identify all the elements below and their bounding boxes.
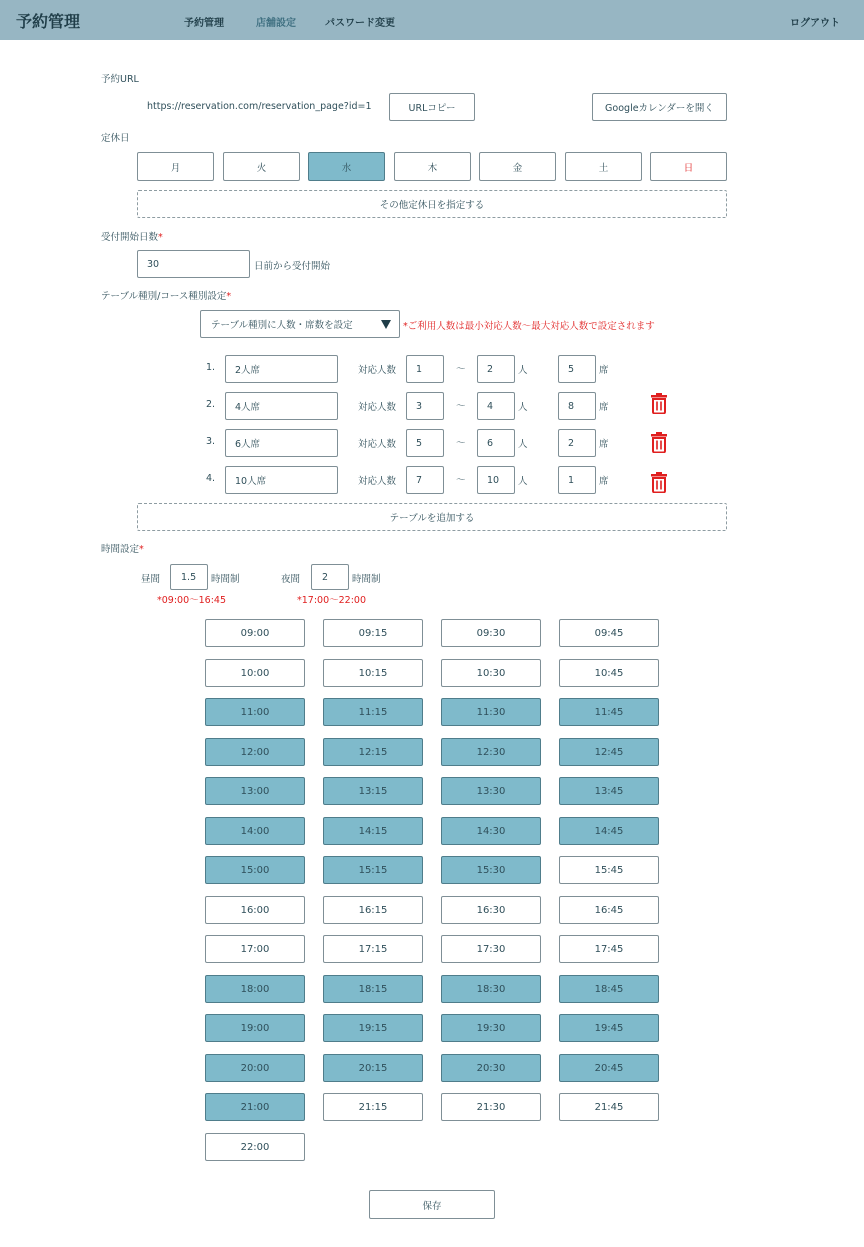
time-slot-button[interactable]: 14:00 <box>205 817 305 845</box>
time-slot-button[interactable]: 19:15 <box>323 1014 423 1042</box>
dinner-duration-input[interactable]: 2 <box>311 564 349 590</box>
range-tilde: 〜 <box>456 438 466 449</box>
min-capacity-input[interactable]: 1 <box>406 355 444 383</box>
time-slot-button[interactable]: 17:30 <box>441 935 541 963</box>
day-button-sat[interactable]: 土 <box>565 152 642 181</box>
time-slot-button[interactable]: 14:30 <box>441 817 541 845</box>
time-slot-button[interactable]: 09:45 <box>559 619 659 647</box>
min-capacity-input[interactable]: 7 <box>406 466 444 494</box>
seat-count-input[interactable]: 8 <box>558 392 596 420</box>
range-tilde: 〜 <box>456 475 466 486</box>
time-slot-button[interactable]: 20:30 <box>441 1054 541 1082</box>
capacity-label: 対応人数 <box>358 476 397 487</box>
app-title: 予約管理 <box>16 12 81 31</box>
reservation-url-text: https://reservation.com/reservation_page?id=1 <box>147 101 372 112</box>
time-slot-button[interactable]: 12:45 <box>559 738 659 766</box>
person-unit: 人 <box>518 365 528 376</box>
seat-unit: 席 <box>599 365 609 376</box>
time-slot-button[interactable]: 13:15 <box>323 777 423 805</box>
nav-store-settings[interactable]: 店舗設定 <box>256 18 296 29</box>
table-settings-label: テーブル種別/コース種別設定* <box>101 291 232 302</box>
time-slot-button[interactable]: 19:30 <box>441 1014 541 1042</box>
trash-icon[interactable] <box>650 471 668 493</box>
seat-unit: 席 <box>599 439 609 450</box>
save-button[interactable]: 保存 <box>369 1190 495 1219</box>
max-capacity-input[interactable]: 6 <box>477 429 515 457</box>
time-slot-button[interactable]: 19:45 <box>559 1014 659 1042</box>
accept-start-label: 受付開始日数* <box>101 232 163 243</box>
max-capacity-input[interactable]: 2 <box>477 355 515 383</box>
dinner-unit: 時間制 <box>352 574 381 585</box>
table-row-number: 2. <box>206 399 216 410</box>
table-name-input[interactable]: 2人席 <box>225 355 338 383</box>
capacity-label: 対応人数 <box>358 439 397 450</box>
time-slot-button[interactable]: 14:45 <box>559 817 659 845</box>
time-slot-button[interactable]: 16:00 <box>205 896 305 924</box>
time-slot-button[interactable]: 13:00 <box>205 777 305 805</box>
time-slot-button[interactable]: 21:00 <box>205 1093 305 1121</box>
lunch-label: 昼間 <box>141 574 161 585</box>
time-slot-button[interactable]: 19:00 <box>205 1014 305 1042</box>
holiday-label: 定休日 <box>101 133 130 144</box>
table-name-input[interactable]: 6人席 <box>225 429 338 457</box>
time-slot-button[interactable]: 18:45 <box>559 975 659 1003</box>
table-name-input[interactable]: 4人席 <box>225 392 338 420</box>
table-row-number: 4. <box>206 473 216 484</box>
header-bar <box>0 0 864 40</box>
accept-start-suffix: 日前から受付開始 <box>254 261 331 272</box>
lunch-duration-input[interactable]: 1.5 <box>170 564 208 590</box>
time-slot-button[interactable]: 10:15 <box>323 659 423 687</box>
time-slot-button[interactable]: 22:00 <box>205 1133 305 1161</box>
seat-count-input[interactable]: 2 <box>558 429 596 457</box>
seat-unit: 席 <box>599 402 609 413</box>
trash-icon[interactable] <box>650 431 668 453</box>
capacity-note: *ご利用人数は最小対応人数〜最大対応人数で設定されます <box>403 321 655 332</box>
dropdown-arrow-icon <box>381 320 391 329</box>
min-capacity-input[interactable]: 3 <box>406 392 444 420</box>
capacity-label: 対応人数 <box>358 402 397 413</box>
time-settings-label: 時間設定* <box>101 544 144 555</box>
time-slot-button[interactable]: 21:15 <box>323 1093 423 1121</box>
time-slot-button[interactable]: 17:45 <box>559 935 659 963</box>
time-slot-button[interactable]: 09:15 <box>323 619 423 647</box>
capacity-label: 対応人数 <box>358 365 397 376</box>
table-name-input[interactable]: 10人席 <box>225 466 338 494</box>
seat-count-input[interactable]: 5 <box>558 355 596 383</box>
time-slot-button[interactable]: 17:00 <box>205 935 305 963</box>
max-capacity-input[interactable]: 10 <box>477 466 515 494</box>
open-google-calendar-button[interactable]: Googleカレンダーを開く <box>592 93 727 121</box>
time-slot-button[interactable]: 16:45 <box>559 896 659 924</box>
day-button-sun[interactable]: 日 <box>650 152 727 181</box>
time-slot-button[interactable]: 15:15 <box>323 856 423 884</box>
day-button-thu[interactable]: 木 <box>394 152 471 181</box>
time-slot-button[interactable]: 12:30 <box>441 738 541 766</box>
dinner-label: 夜間 <box>281 574 301 585</box>
accept-start-days-input[interactable]: 30 <box>137 250 250 278</box>
time-slot-button[interactable]: 11:45 <box>559 698 659 726</box>
day-button-wed[interactable]: 水 <box>308 152 385 181</box>
time-slot-button[interactable]: 18:15 <box>323 975 423 1003</box>
table-row-number: 1. <box>206 362 216 373</box>
logout-link[interactable]: ログアウト <box>790 18 840 29</box>
seat-count-input[interactable]: 1 <box>558 466 596 494</box>
time-slot-button[interactable]: 18:00 <box>205 975 305 1003</box>
time-slot-button[interactable]: 16:30 <box>441 896 541 924</box>
time-slot-button[interactable]: 14:15 <box>323 817 423 845</box>
lunch-unit: 時間制 <box>211 574 240 585</box>
seat-unit: 席 <box>599 476 609 487</box>
day-button-fri[interactable]: 金 <box>479 152 556 181</box>
day-button-mon[interactable]: 月 <box>137 152 214 181</box>
url-copy-button[interactable]: URLコピー <box>389 93 475 121</box>
time-slot-button[interactable]: 15:30 <box>441 856 541 884</box>
nav-password-change[interactable]: パスワード変更 <box>325 18 395 29</box>
nav-reservation[interactable]: 予約管理 <box>184 18 224 29</box>
time-slot-button[interactable]: 12:15 <box>323 738 423 766</box>
time-slot-button[interactable]: 17:15 <box>323 935 423 963</box>
person-unit: 人 <box>518 476 528 487</box>
min-capacity-input[interactable]: 5 <box>406 429 444 457</box>
time-slot-button[interactable]: 11:00 <box>205 698 305 726</box>
range-tilde: 〜 <box>456 401 466 412</box>
lunch-hours-note: *09:00〜16:45 <box>157 595 227 606</box>
dinner-hours-note: *17:00〜22:00 <box>297 595 367 606</box>
time-slot-button[interactable]: 10:30 <box>441 659 541 687</box>
trash-icon[interactable] <box>650 392 668 414</box>
time-slot-button[interactable]: 11:30 <box>441 698 541 726</box>
time-slot-button[interactable]: 10:45 <box>559 659 659 687</box>
time-slot-button[interactable]: 21:45 <box>559 1093 659 1121</box>
time-slot-button[interactable]: 15:00 <box>205 856 305 884</box>
range-tilde: 〜 <box>456 364 466 375</box>
other-holiday-button[interactable]: その他定休日を指定する <box>137 190 727 218</box>
time-slot-button[interactable]: 09:00 <box>205 619 305 647</box>
time-slot-button[interactable]: 15:45 <box>559 856 659 884</box>
table-type-select[interactable] <box>200 310 400 338</box>
add-table-button[interactable]: テーブルを追加する <box>137 503 727 531</box>
time-slot-button[interactable]: 18:30 <box>441 975 541 1003</box>
time-slot-button[interactable]: 09:30 <box>441 619 541 647</box>
max-capacity-input[interactable]: 4 <box>477 392 515 420</box>
day-button-tue[interactable]: 火 <box>223 152 300 181</box>
time-slot-button[interactable]: 20:45 <box>559 1054 659 1082</box>
person-unit: 人 <box>518 402 528 413</box>
person-unit: 人 <box>518 439 528 450</box>
table-row-number: 3. <box>206 436 216 447</box>
time-slot-button[interactable]: 13:30 <box>441 777 541 805</box>
time-slot-button[interactable]: 11:15 <box>323 698 423 726</box>
reservation-url-label: 予約URL <box>101 74 139 85</box>
time-slot-button[interactable]: 13:45 <box>559 777 659 805</box>
time-slot-button[interactable]: 10:00 <box>205 659 305 687</box>
time-slot-button[interactable]: 20:15 <box>323 1054 423 1082</box>
time-slot-button[interactable]: 20:00 <box>205 1054 305 1082</box>
time-slot-button[interactable]: 21:30 <box>441 1093 541 1121</box>
table-type-select-value: テーブル種別に人数・席数を設定 <box>211 320 353 331</box>
time-slot-button[interactable]: 16:15 <box>323 896 423 924</box>
time-slot-button[interactable]: 12:00 <box>205 738 305 766</box>
